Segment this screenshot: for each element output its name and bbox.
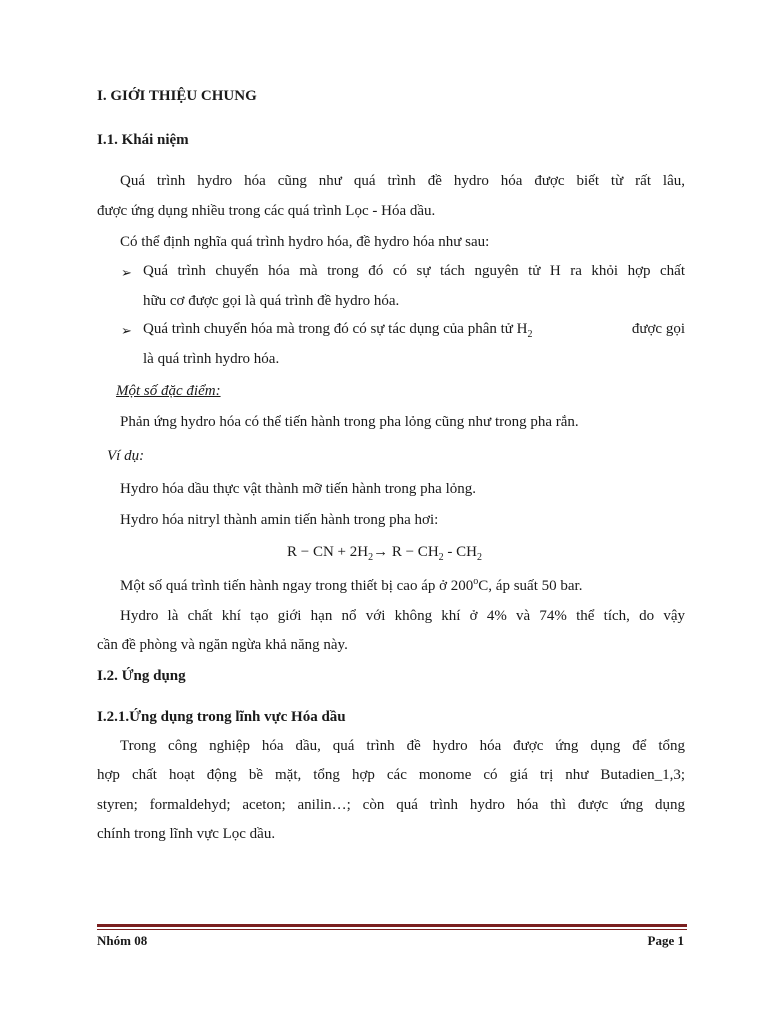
- arrow-bullet-icon: ➢: [121, 265, 132, 280]
- subheading-hoa-dau: I.2.1.Ứng dụng trong lĩnh vực Hóa dầu: [97, 709, 346, 725]
- arrow-bullet-icon: ➢: [121, 323, 132, 338]
- footer-rule: [97, 924, 687, 927]
- paragraph-line: Phản ứng hydro hóa có thể tiến hành trong pha lỏng cũng như trong pha rắn.: [120, 414, 579, 430]
- heading-khai-niem: I.1. Khái niệm: [97, 132, 189, 148]
- paragraph-line: Hydro là chất khí tạo giới hạn nổ với không khí ở 4% và 74% thể tích, do vậy: [120, 608, 685, 624]
- bullet-text-end: được gọi: [631, 321, 685, 337]
- page-number: Page 1: [647, 933, 684, 948]
- bullet-line: hữu cơ được gọi là quá trình đề hydro hóa.: [143, 293, 400, 309]
- paragraph-line: chính trong lĩnh vực Lọc dầu.: [97, 826, 276, 842]
- paragraph-line: Hydro hóa nitryl thành amin tiến hành trong pha hơi:: [120, 512, 439, 528]
- paragraph-line: được ứng dụng nhiều trong các quá trình Lọc - Hóa dầu.: [97, 203, 436, 219]
- bullet-line: là quá trình hydro hóa.: [143, 351, 280, 367]
- heading-ung-dung: I.2. Ứng dụng: [97, 668, 186, 684]
- bullet-line: [143, 321, 685, 340]
- paragraph-line: cần đề phòng và ngăn ngừa khả năng này.: [97, 637, 348, 653]
- paragraph-line: Quá trình hydro hóa cũng như quá trình đề hydro hóa được biết từ rất lâu,: [120, 173, 685, 189]
- paragraph-line: styren; formaldehyd; aceton; anilin…; còn quá trình hydro hóa thì được ứng dụng: [97, 797, 685, 813]
- paragraph-line: Hydro hóa dầu thực vật thành mỡ tiến hành trong pha lỏng.: [120, 481, 476, 497]
- section-title: I. GIỚI THIỆU CHUNG: [97, 88, 257, 104]
- bullet-text: Quá trình chuyển hóa mà trong đó có sự tác dụng của phân tử $H_2$: [143, 321, 533, 340]
- footer-group: Nhóm 08: [97, 933, 148, 948]
- paragraph-line: Một số quá trình tiến hành ngay trong thiết bị cao áp ở 200$^o$C, áp suất 50 bar.: [120, 576, 583, 594]
- paragraph-line: Trong công nghiệp hóa dầu, quá trình đề hydro hóa được ứng dụng để tổng: [120, 738, 685, 754]
- chemical-equation: R − CN + $2H_2\to R - CH_2 - CH_2$: [287, 544, 482, 563]
- paragraph-line: hợp chất hoạt động bề mặt, tổng hợp các monome có giá trị như Butadien_1,3;: [97, 767, 685, 783]
- bullet-line: Quá trình chuyển hóa mà trong đó có sự tách nguyên tử H ra khỏi hợp chất: [143, 263, 685, 279]
- footer-rule-thin: [97, 929, 687, 930]
- paragraph-line: Có thể định nghĩa quá trình hydro hóa, đề hydro hóa như sau:: [120, 234, 490, 250]
- example-label: Ví dụ:: [107, 448, 145, 464]
- features-label: Một số đặc điểm:: [116, 383, 221, 399]
